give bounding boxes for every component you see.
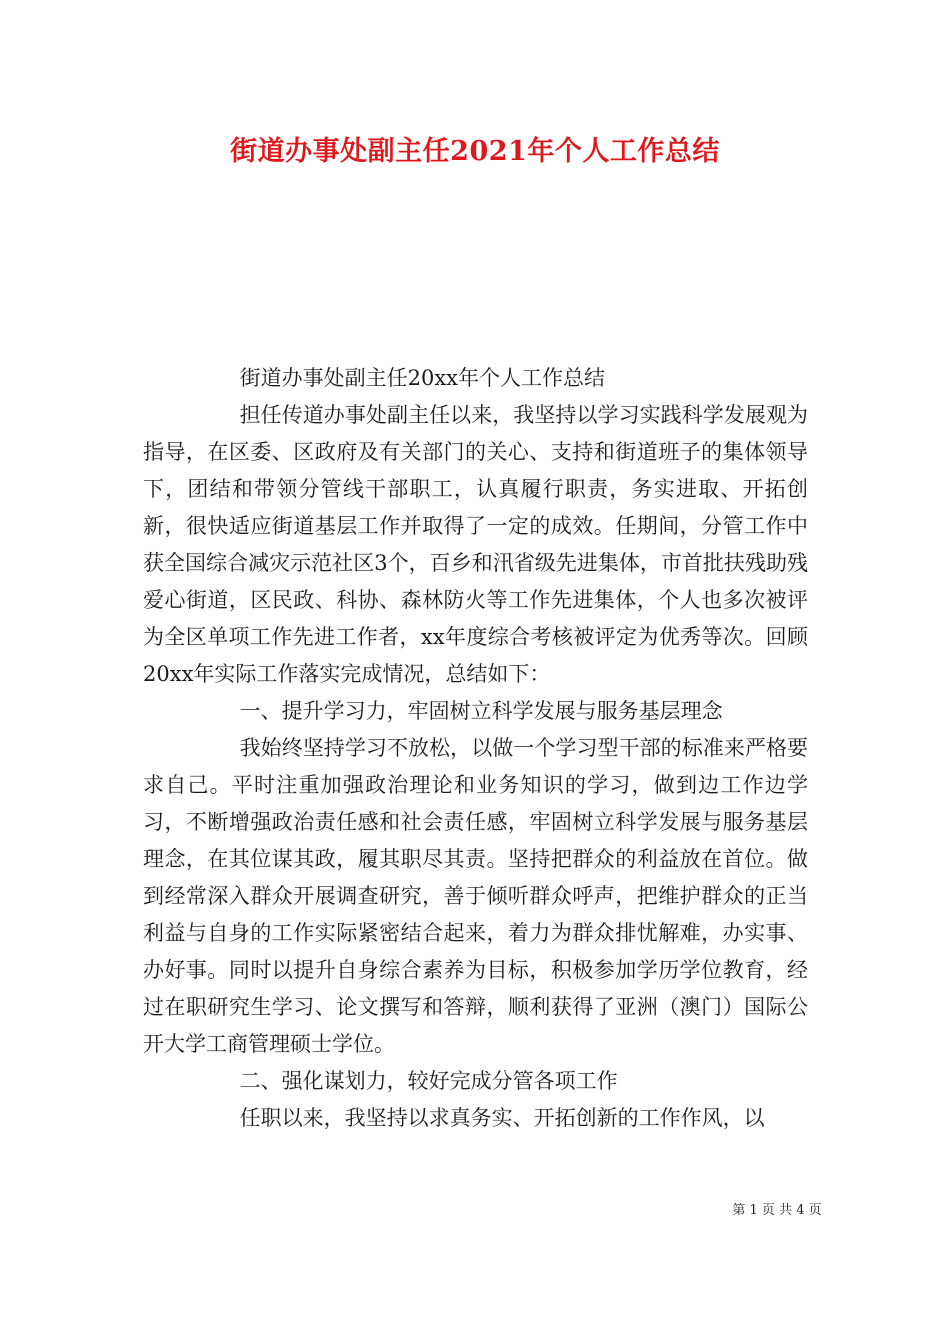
page-number: 第 1 页 共 4 页 [732,1203,822,1218]
paragraph-subtitle: 街道办事处副主任20xx年个人工作总结 [239,366,606,390]
paragraph-section-1: 我始终坚持学习不放松，以做一个学习型干部的标准来严格要求自己。平时注重加强政治理论和业务知识的学习，做到边工作边学习，不断增强政治责任感和社会责任感，牢固树立科学发展与服务基层理念，在其位谋其政，履其职尽其责。坚持把群众的利益放在首位。做到经常深入群众开展调查研究，善于倾听群众呼声，把维护群众的正当利益与自身的工作实际紧密结合起来，着力为群众排忧解难，办实事、办好事。同时以提升自身综合素养为目标，积极参加学历学位教育，经过在职研究生学习、论文撰写和答辩，顺利获得了亚洲（澳门）国际公开大学工商管理硕士学位。 [143,736,808,1056]
section-heading-2: 二、强化谋划力，较好完成分管各项工作 [239,1069,618,1093]
paragraph-intro: 担任传道办事处副主任以来，我坚持以学习实践科学发展观为指导，在区委、区政府及有关部门的关心、支持和街道班子的集体领导下，团结和带领分管线干部职工，认真履行职责，务实进取、开拓创新，很快适应街道基层工作并取得了一定的成效。任期间，分管工作中获全国综合减灾示范社区3个，百乡和汛省级先进集体，市首批扶残助残爱心街道，区民政、科协、森林防火等工作先进集体，个人也多次被评为全区单项工作先进工作者，xx年度综合考核被评定为优秀等次。回顾20xx年实际工作落实完成情况，总结如下： [143,403,808,686]
paragraph-section-2: 任职以来，我坚持以求真务实、开拓创新的工作作风，以 [239,1106,765,1130]
section-heading-1: 一、提升学习力，牢固树立科学发展与服务基层理念 [239,699,723,723]
page-title: 街道办事处副主任2021年个人工作总结 [230,136,720,167]
page-footer [0,1202,950,1220]
document-body [143,360,808,1137]
